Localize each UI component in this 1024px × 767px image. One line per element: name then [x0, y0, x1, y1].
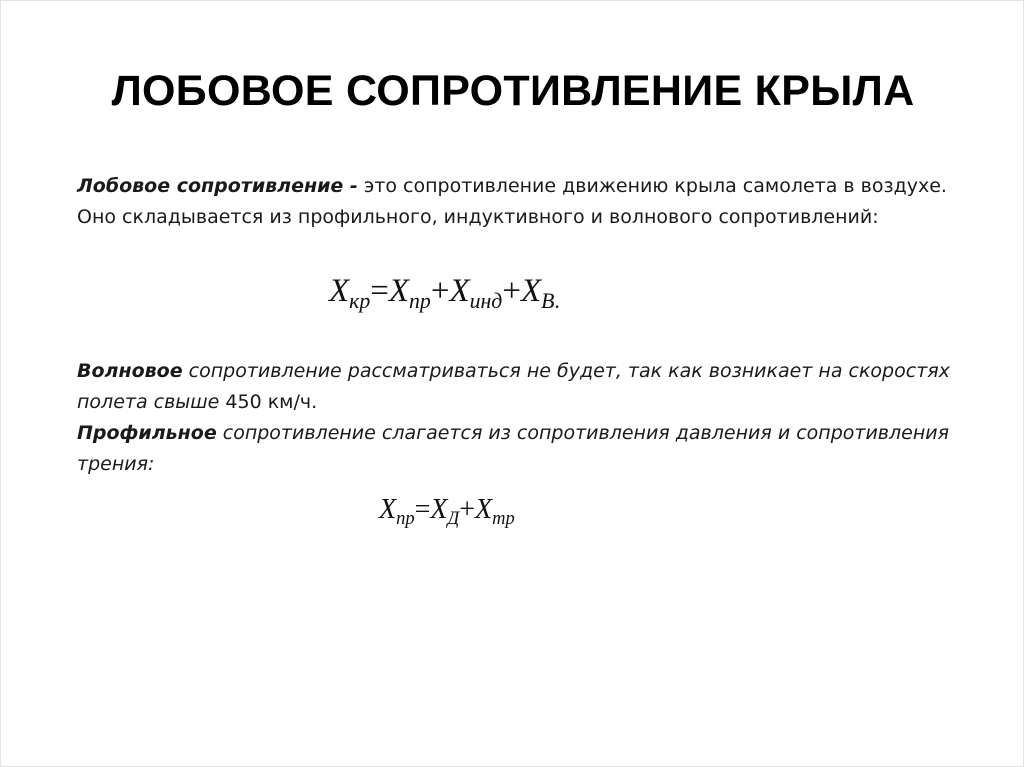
- profile-drag-paragraph: [77, 418, 957, 480]
- profile-drag-text: сопротивление слагается из сопротивления давления и сопротивления трения:: [77, 422, 950, 475]
- formula-operator: =: [370, 273, 389, 309]
- formula-subscript: пр: [409, 288, 431, 313]
- term-drag: Лобовое сопротивление -: [77, 175, 358, 197]
- sentence-end: .: [311, 391, 318, 413]
- formula-symbol: X: [449, 273, 470, 309]
- formula-subscript: инд: [469, 288, 503, 313]
- formula-symbol: X: [329, 273, 350, 309]
- formula-operator: +: [430, 273, 450, 309]
- wave-drag-paragraph: [77, 356, 957, 418]
- definition-paragraph: [77, 171, 957, 233]
- formula-operator: +: [459, 494, 476, 525]
- formula-period: .: [554, 288, 560, 313]
- slide-title: ЛОБОВОЕ СОПРОТИВЛЕНИЕ КРЫЛА: [111, 67, 915, 115]
- formula-symbol: X: [388, 273, 410, 309]
- speed-value: 450 км/ч: [225, 391, 312, 413]
- formula-subscript: В: [541, 288, 555, 313]
- formula-subscript: Д: [447, 507, 460, 528]
- formula-symbol: X: [430, 494, 448, 525]
- term-profile: Профильное: [77, 422, 217, 444]
- term-wave: Волновое: [77, 360, 183, 382]
- formula-operator: =: [414, 494, 431, 525]
- formula-total-drag: [329, 273, 560, 314]
- formula-operator: +: [502, 273, 521, 309]
- formula-subscript: тр: [492, 507, 515, 528]
- formula-symbol: X: [475, 494, 493, 525]
- definition-text: это сопротивление движению крыла самолета в воздухе. Оно складывается из профильного, индуктивного и волнового сопротивлений:: [77, 175, 947, 228]
- formula-symbol: X: [379, 494, 397, 525]
- formula-symbol: X: [520, 273, 542, 309]
- formula-profile-drag: [379, 494, 515, 529]
- formula-subscript: пр: [396, 507, 415, 528]
- formula-subscript: кр: [349, 288, 371, 313]
- wave-drag-text: сопротивление рассматриваться не будет, так как возникает на скоростях полета свыше: [77, 360, 950, 413]
